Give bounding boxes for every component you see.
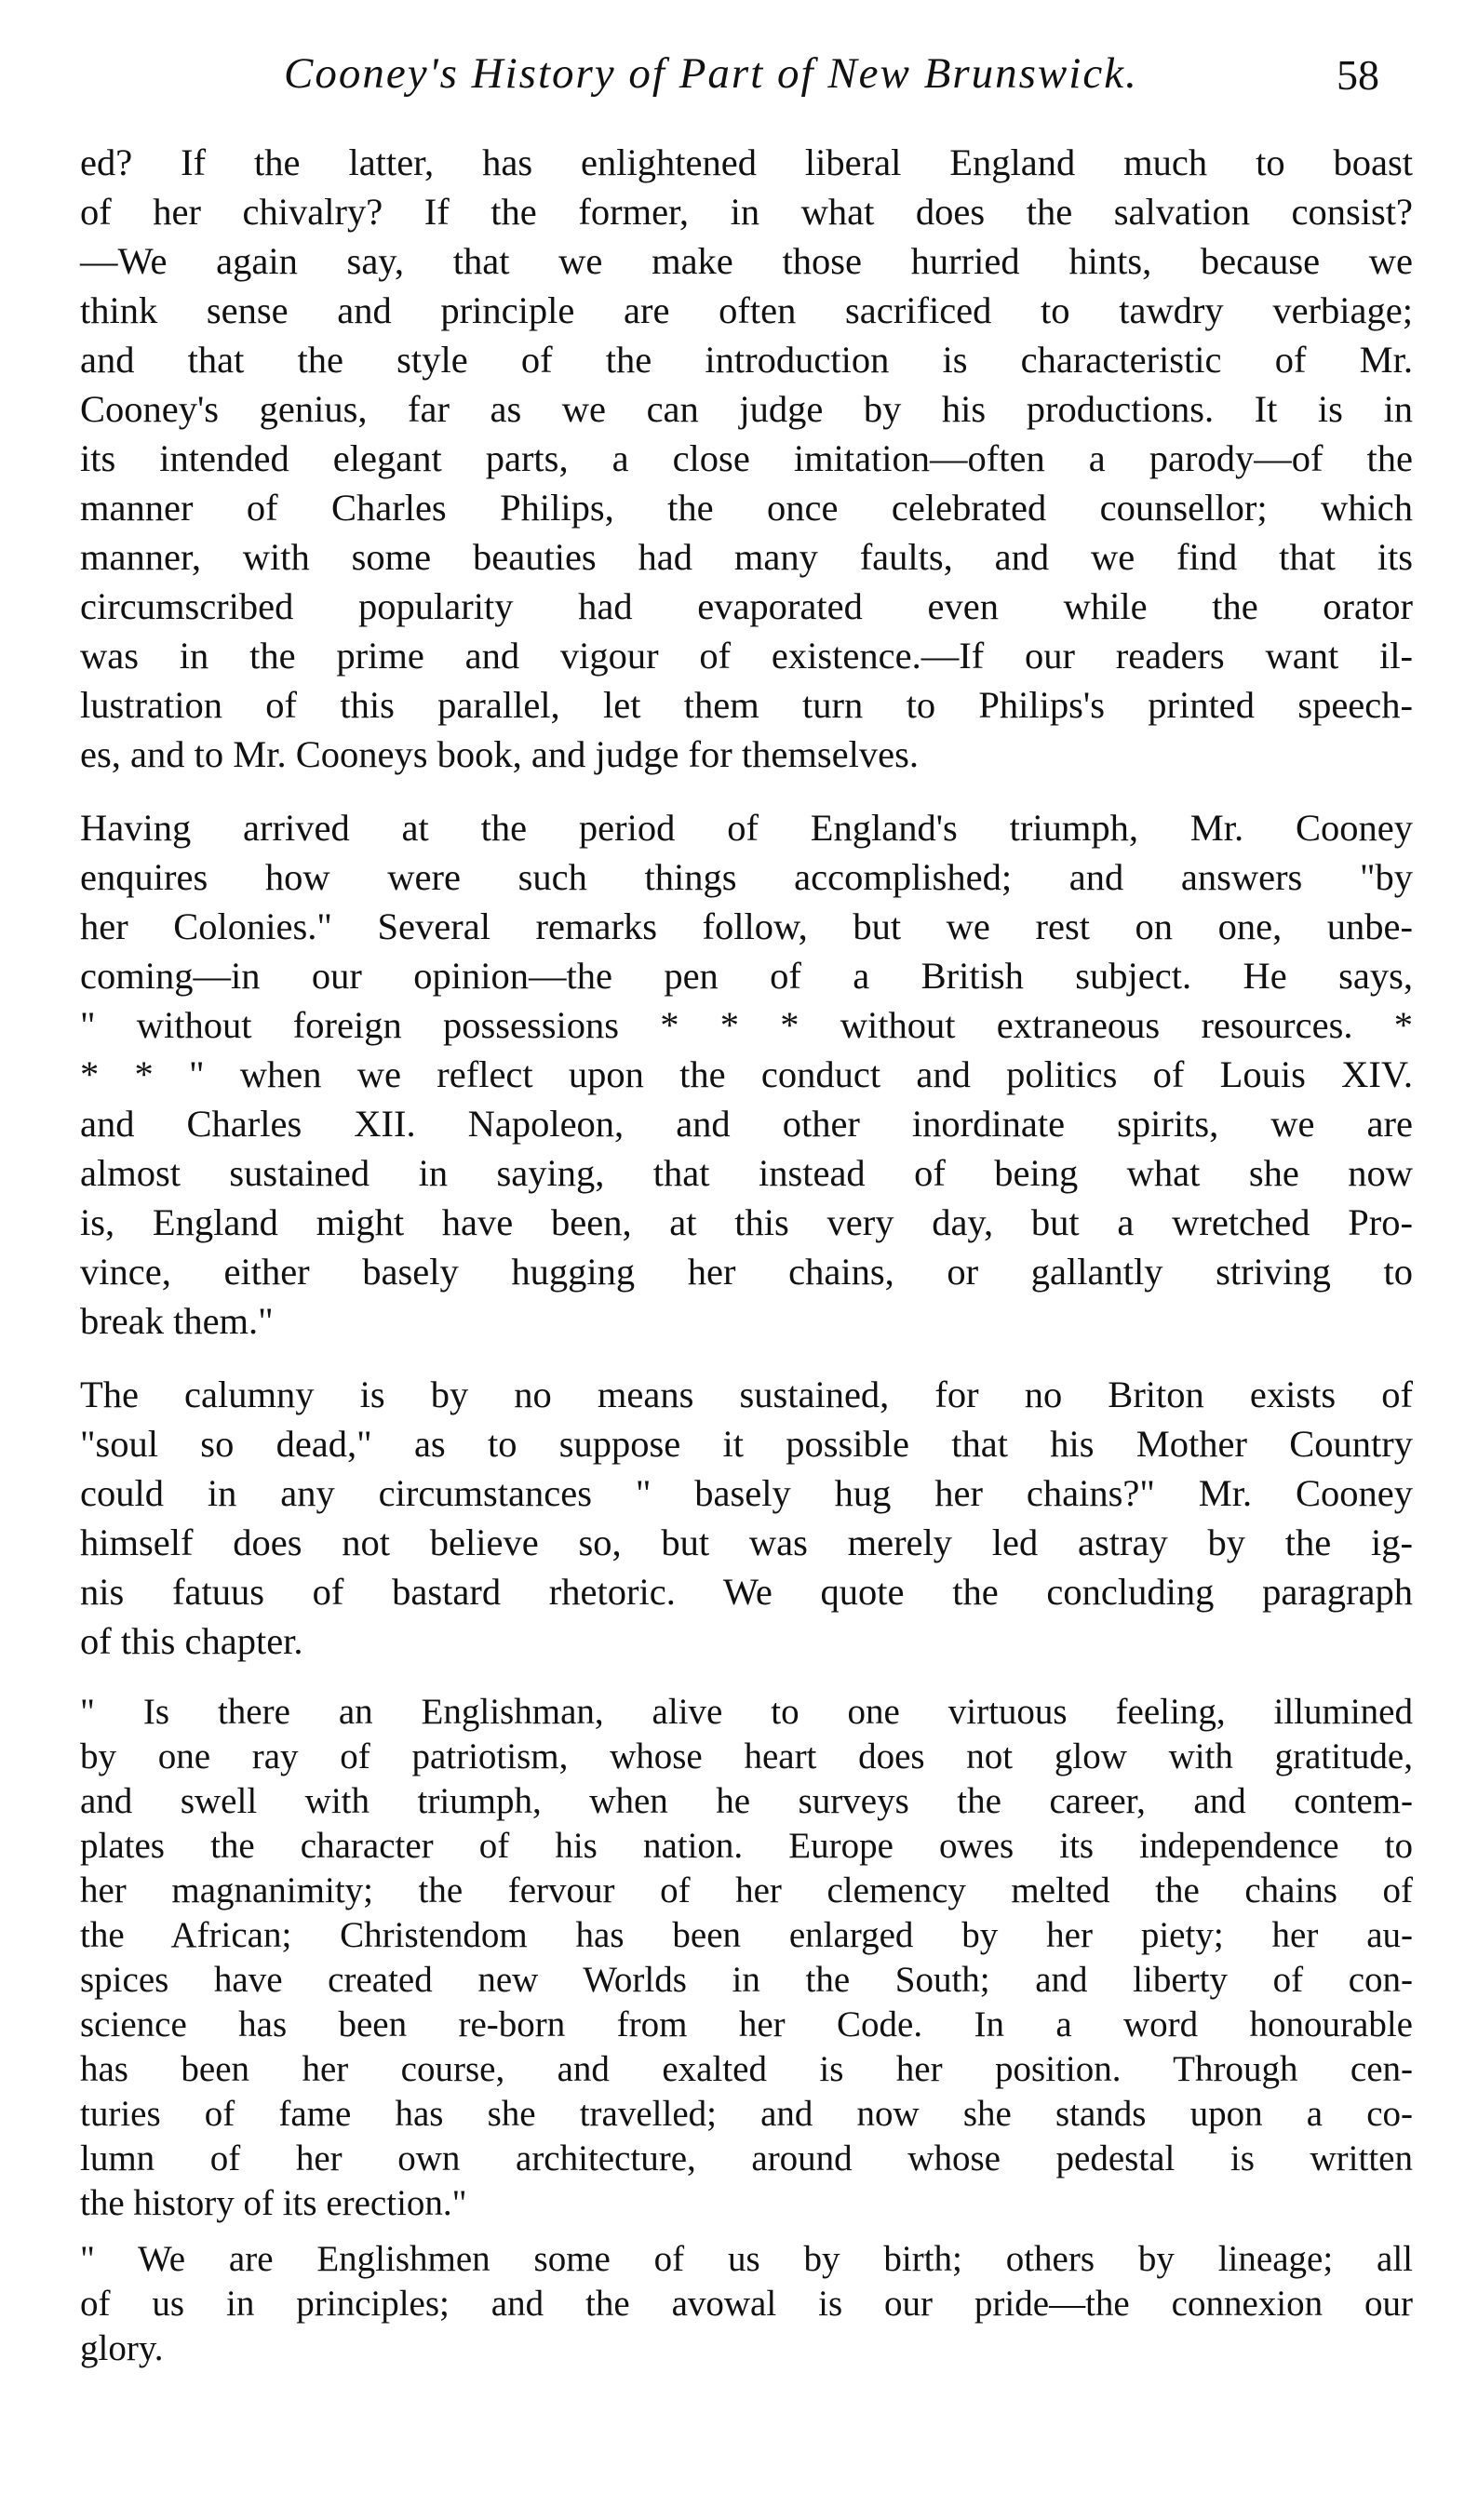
body-text: [80, 138, 1413, 2371]
text-line: and Charles XII. Napoleon, and other inordinate spirits, we are: [80, 1103, 1413, 1145]
text-line: " Is there an Englishman, alive to one virtuous feeling, illumined: [80, 1692, 1413, 1732]
text-line: glory.: [80, 2328, 164, 2368]
paragraph: [80, 1370, 1413, 1666]
text-line: could in any circumstances " basely hug her chains?" Mr. Cooney: [80, 1472, 1413, 1514]
text-line: of this chapter.: [80, 1620, 303, 1662]
text-line: science has been re-born from her Code. In a word honourable: [80, 2004, 1413, 2044]
running-title: Cooney's History of Part of New Brunswick.: [284, 49, 1138, 98]
text-line: her Colonies." Several remarks follow, but we rest on one, unbe-: [80, 905, 1413, 947]
text-line: almost sustained in saying, that instead of being what she now: [80, 1152, 1413, 1194]
paragraph: [80, 803, 1413, 1346]
text-line: manner of Charles Philips, the once celebrated counsellor; which: [80, 487, 1413, 529]
text-line: —We again say, that we make those hurried hints, because we: [80, 240, 1413, 282]
block-quote: [80, 2237, 1413, 2371]
text-line: her magnanimity; the fervour of her clemency melted the chains of: [80, 1870, 1413, 1910]
text-line: by one ray of patriotism, whose heart does not glow with gratitude,: [80, 1736, 1413, 1776]
text-line: coming—in our opinion—the pen of a British subject. He says,: [80, 955, 1413, 997]
text-line: ed? If the latter, has enlightened liberal England much to boast: [80, 141, 1413, 183]
text-line: break them.": [80, 1300, 274, 1342]
text-line: of her chivalry? If the former, in what does the salvation consist?: [80, 191, 1413, 233]
text-line: nis fatuus of bastard rhetoric. We quote the concluding paragraph: [80, 1571, 1413, 1613]
text-line: was in the prime and vigour of existence.—If our readers want il-: [80, 635, 1413, 677]
text-line: himself does not believe so, but was merely led astray by the ig-: [80, 1521, 1413, 1563]
text-line: Cooney's genius, far as we can judge by his productions. It is in: [80, 388, 1413, 430]
text-line: * * " when we reflect upon the conduct and politics of Louis XIV.: [80, 1053, 1413, 1095]
text-line: plates the character of his nation. Europe owes its independence to: [80, 1826, 1413, 1866]
text-line: spices have created new Worlds in the South; and liberty of con-: [80, 1960, 1413, 2000]
text-line: the African; Christendom has been enlarged by her piety; her au-: [80, 1915, 1413, 1955]
text-line: " without foreign possessions * * * without extraneous resources. *: [80, 1004, 1413, 1046]
text-line: Having arrived at the period of England's triumph, Mr. Cooney: [80, 807, 1413, 849]
text-line: is, England might have been, at this very day, but a wretched Pro-: [80, 1201, 1413, 1243]
text-line: " We are Englishmen some of us by birth; others by lineage; all: [80, 2239, 1413, 2279]
page-number: 58: [1337, 51, 1379, 99]
text-line: and that the style of the introduction is characteristic of Mr.: [80, 339, 1413, 381]
text-line: its intended elegant parts, a close imitation—often a parody—of the: [80, 437, 1413, 479]
text-line: the history of its erection.": [80, 2183, 467, 2223]
page-header: [0, 48, 1478, 114]
text-line: manner, with some beauties had many faults, and we find that its: [80, 536, 1413, 578]
text-line: of us in principles; and the avowal is our pride—the connexion our: [80, 2284, 1413, 2324]
text-line: enquires how were such things accomplished; and answers "by: [80, 856, 1413, 898]
text-line: think sense and principle are often sacrificed to tawdry verbiage;: [80, 289, 1413, 331]
text-line: turies of fame has she travelled; and now she stands upon a co-: [80, 2094, 1413, 2134]
block-quote: [80, 1690, 1413, 2226]
text-line: vince, either basely hugging her chains, or gallantly striving to: [80, 1251, 1413, 1293]
text-line: circumscribed popularity had evaporated even while the orator: [80, 585, 1413, 627]
text-line: lumn of her own architecture, around whose pedestal is written: [80, 2138, 1413, 2178]
text-line: has been her course, and exalted is her position. Through cen-: [80, 2049, 1413, 2089]
text-line: The calumny is by no means sustained, for no Briton exists of: [80, 1374, 1413, 1415]
text-line: and swell with triumph, when he surveys the career, and contem-: [80, 1781, 1413, 1821]
text-line: es, and to Mr. Cooneys book, and judge for themselves.: [80, 733, 919, 775]
text-line: "soul so dead," as to suppose it possible that his Mother Country: [80, 1423, 1413, 1465]
text-line: lustration of this parallel, let them turn to Philips's printed speech-: [80, 684, 1413, 726]
paragraph: [80, 138, 1413, 779]
